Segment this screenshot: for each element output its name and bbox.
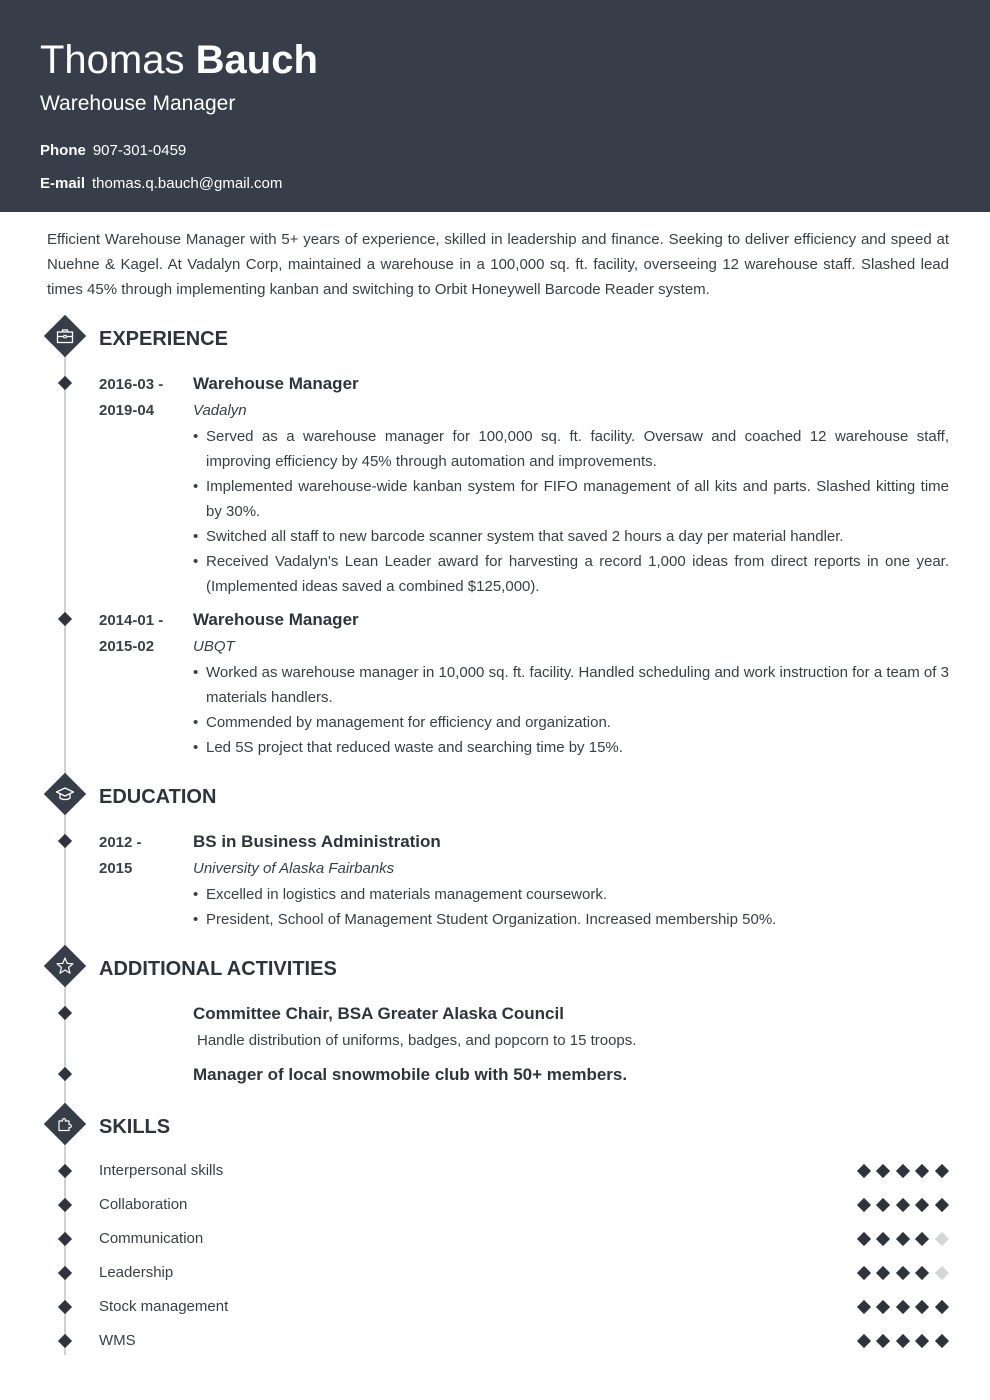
- skill-rating: [857, 1334, 949, 1348]
- job-title: Warehouse Manager: [193, 610, 359, 629]
- job-title: Warehouse Manager: [193, 374, 359, 393]
- first-name: Thomas: [40, 38, 185, 82]
- timeline-dot: [58, 1006, 72, 1020]
- experience-2-date: [99, 608, 184, 660]
- skills-heading: SKILLS: [99, 1116, 171, 1138]
- date-start: 2012 -: [99, 834, 142, 851]
- timeline-dot: [58, 1164, 72, 1178]
- rating-diamond-filled: [935, 1334, 949, 1348]
- skill-rating: [857, 1198, 949, 1212]
- skill-rating: [857, 1266, 949, 1280]
- rating-diamond-filled: [876, 1334, 890, 1348]
- activity-title: Manager of local snowmobile club with 50+ members.: [193, 1065, 628, 1084]
- timeline-dot: [58, 1067, 72, 1081]
- timeline-dot: [58, 376, 72, 390]
- rating-diamond-filled: [915, 1232, 929, 1246]
- contact-email: [40, 174, 282, 194]
- education-entry-1: [193, 830, 949, 932]
- education-heading: EDUCATION: [99, 786, 217, 808]
- timeline-dot: [58, 1266, 72, 1280]
- achievement-list: [193, 660, 949, 760]
- rating-diamond-filled: [876, 1164, 890, 1178]
- phone-value: 907-301-0459: [92, 142, 187, 159]
- rating-diamond-filled: [857, 1232, 871, 1246]
- skill-rating: [857, 1164, 949, 1178]
- timeline-dot: [58, 834, 72, 848]
- rating-diamond-filled: [896, 1266, 910, 1280]
- rating-diamond-empty: [935, 1266, 949, 1280]
- star-icon: [55, 956, 75, 976]
- rating-diamond-filled: [876, 1198, 890, 1212]
- candidate-name: [40, 36, 318, 84]
- rating-diamond-filled: [935, 1164, 949, 1178]
- skill-rating: [857, 1300, 949, 1314]
- activities-heading: ADDITIONAL ACTIVITIES: [99, 958, 337, 980]
- rating-diamond-filled: [896, 1300, 910, 1314]
- experience-entry-1: [193, 372, 949, 599]
- skill-name: Collaboration: [99, 1196, 188, 1213]
- achievement-item: • Implemented warehouse-wide kanban system for FIFO management of all kits and parts. Slashed kitting time by 30%.: [193, 474, 949, 524]
- activity-description: Handle distribution of uniforms, badges, and popcorn to 15 troops.: [197, 1032, 637, 1049]
- graduation-cap-icon: [55, 784, 75, 804]
- rating-diamond-filled: [876, 1300, 890, 1314]
- email-value: thomas.q.bauch@gmail.com: [92, 175, 283, 192]
- skill-name: Communication: [99, 1230, 204, 1247]
- degree-title: BS in Business Administration: [193, 832, 441, 851]
- rating-diamond-empty: [935, 1232, 949, 1246]
- company-name: Vadalyn: [193, 402, 247, 419]
- achievement-item: • Commended by management for efficiency and organization.: [193, 710, 949, 735]
- rating-diamond-filled: [915, 1198, 929, 1212]
- date-end: 2015-02: [99, 638, 155, 655]
- phone-label: Phone: [40, 142, 86, 159]
- education-section-icon: [44, 773, 86, 815]
- date-end: 2019-04: [99, 402, 155, 419]
- rating-diamond-filled: [935, 1198, 949, 1212]
- puzzle-icon: [55, 1114, 75, 1134]
- achievement-item: • Led 5S project that reduced waste and searching time by 15%.: [193, 735, 949, 760]
- date-start: 2014-01 -: [99, 612, 164, 629]
- company-name: UBQT: [193, 638, 235, 655]
- timeline-dot: [58, 1300, 72, 1314]
- resume-header: [0, 0, 990, 212]
- timeline-dot: [58, 1198, 72, 1212]
- education-details: [193, 882, 949, 932]
- achievement-item: • Worked as warehouse manager in 10,000 sq. ft. facility. Handled scheduling and work instruction for a team of 3 materials handlers.: [193, 660, 949, 710]
- education-1-date: [99, 830, 184, 882]
- rating-diamond-filled: [857, 1198, 871, 1212]
- skill-name: Leadership: [99, 1264, 174, 1281]
- last-name: Bauch: [195, 38, 318, 82]
- rating-diamond-filled: [876, 1232, 890, 1246]
- rating-diamond-filled: [857, 1334, 871, 1348]
- skills-section-icon: [44, 1103, 86, 1145]
- skill-name: WMS: [99, 1332, 136, 1349]
- experience-1-date: [99, 372, 184, 424]
- education-item: • President, School of Management Student Organization. Increased membership 50%.: [193, 907, 949, 932]
- timeline-dot: [58, 1232, 72, 1246]
- rating-diamond-filled: [915, 1334, 929, 1348]
- rating-diamond-filled: [896, 1198, 910, 1212]
- timeline-dot: [58, 612, 72, 626]
- achievement-list: [193, 424, 949, 599]
- skill-name: Stock management: [99, 1298, 229, 1315]
- rating-diamond-filled: [857, 1164, 871, 1178]
- activity-entry-1: [193, 1002, 949, 1054]
- timeline-dot: [58, 1334, 72, 1348]
- email-label: E-mail: [40, 175, 86, 192]
- briefcase-icon: [55, 326, 75, 346]
- education-item: • Excelled in logistics and materials management coursework.: [193, 882, 949, 907]
- activities-section-icon: [44, 945, 86, 987]
- profile-summary: Efficient Warehouse Manager with 5+ years of experience, skilled in leadership and finance. Seeking to deliver efficiency and speed at Nuehne & Kagel. At Vadalyn Corp, maintained a warehouse in a 100,000 sq. ft. facility, overseeing 12 warehouse staff. Slashed lead times 45% through implementing kanban and switching to Orbit Honeywell Barcode Reader system.: [47, 231, 949, 298]
- achievement-item: • Switched all staff to new barcode scanner system that saved 2 hours a day per material handler.: [193, 524, 949, 549]
- job-title: Warehouse Manager: [40, 92, 236, 115]
- rating-diamond-filled: [896, 1232, 910, 1246]
- activity-entry-2: [193, 1063, 949, 1087]
- skill-name: Interpersonal skills: [99, 1162, 224, 1179]
- experience-heading: EXPERIENCE: [99, 328, 228, 350]
- rating-diamond-filled: [915, 1300, 929, 1314]
- rating-diamond-filled: [915, 1164, 929, 1178]
- rating-diamond-filled: [935, 1300, 949, 1314]
- date-end: 2015: [99, 860, 133, 877]
- rating-diamond-filled: [896, 1334, 910, 1348]
- skill-rating: [857, 1232, 949, 1246]
- rating-diamond-filled: [915, 1266, 929, 1280]
- achievement-item: • Received Vadalyn's Lean Leader award for harvesting a record 1,000 ideas from direct reports in one year. (Implemented ideas saved a combined $125,000).: [193, 549, 949, 599]
- achievement-item: • Served as a warehouse manager for 100,000 sq. ft. facility. Oversaw and coached 12 warehouse staff, improving efficiency by 45% through automation and improvements.: [193, 424, 949, 474]
- rating-diamond-filled: [896, 1164, 910, 1178]
- rating-diamond-filled: [857, 1300, 871, 1314]
- date-start: 2016-03 -: [99, 376, 164, 393]
- school-name: University of Alaska Fairbanks: [193, 860, 395, 877]
- contact-phone: [40, 141, 186, 161]
- experience-entry-2: [193, 608, 949, 760]
- experience-section-icon: [44, 315, 86, 357]
- activity-title: Committee Chair, BSA Greater Alaska Council: [193, 1004, 564, 1023]
- rating-diamond-filled: [876, 1266, 890, 1280]
- rating-diamond-filled: [857, 1266, 871, 1280]
